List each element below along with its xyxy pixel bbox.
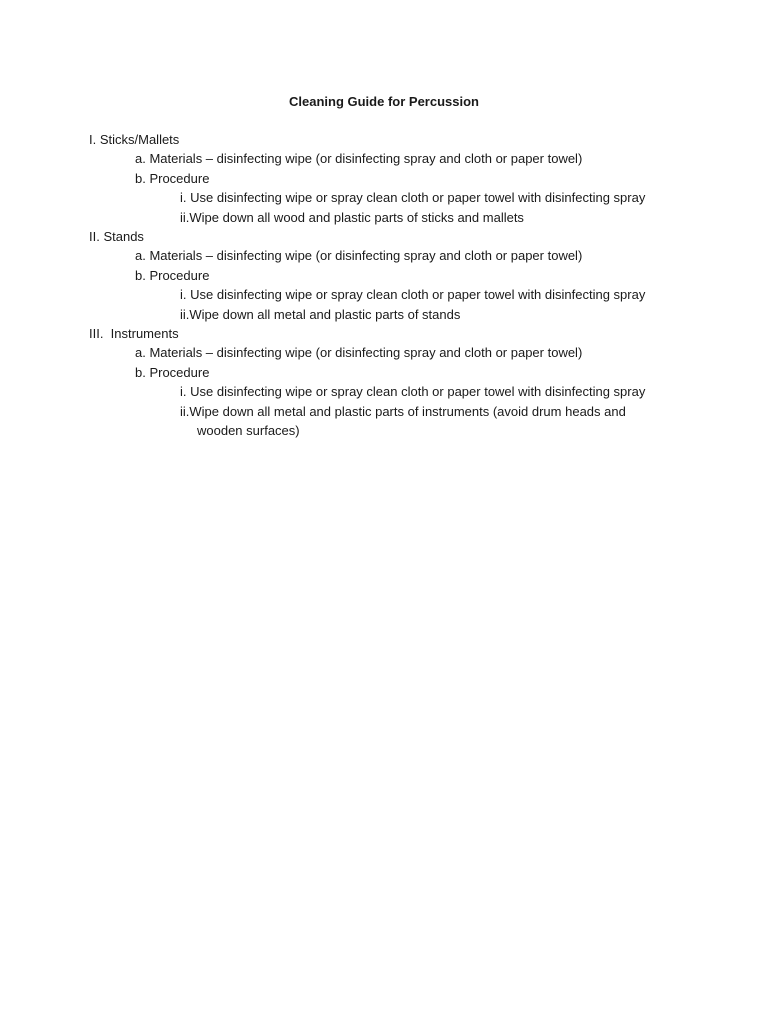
- outline: [89, 130, 729, 441]
- section-heading-sticks-mallets: I. Sticks/Mallets: [89, 132, 180, 147]
- procedure-step: i. Use disinfecting wipe or spray clean cloth or paper towel with disinfecting spray: [180, 190, 646, 206]
- materials-item: a. Materials – disinfecting wipe (or disinfecting spray and cloth or paper towel): [135, 248, 583, 264]
- procedure-step: ii.Wipe down all metal and plastic parts of stands: [180, 306, 461, 322]
- section-heading-stands: II. Stands: [89, 229, 144, 245]
- procedure-item: b. Procedure: [135, 267, 210, 283]
- materials-item: a. Materials – disinfecting wipe (or disinfecting spray and cloth or paper towel): [135, 345, 583, 361]
- procedure-step: ii.Wipe down all wood and plastic parts of sticks and mallets: [180, 209, 524, 225]
- section-heading-instruments: III. Instruments: [89, 326, 179, 342]
- procedure-step-continuation: wooden surfaces): [197, 423, 300, 439]
- procedure-item: b. Procedure: [135, 170, 210, 186]
- materials-item: a. Materials – disinfecting wipe (or disinfecting spray and cloth or paper towel): [135, 151, 583, 167]
- procedure-step: i. Use disinfecting wipe or spray clean cloth or paper towel with disinfecting spray: [180, 287, 646, 303]
- procedure-item: b. Procedure: [135, 364, 210, 380]
- procedure-step: i. Use disinfecting wipe or spray clean cloth or paper towel with disinfecting spray: [180, 384, 646, 400]
- procedure-step: ii.Wipe down all metal and plastic parts of instruments (avoid drum heads and: [180, 403, 626, 419]
- page-title: Cleaning Guide for Percussion: [289, 94, 479, 109]
